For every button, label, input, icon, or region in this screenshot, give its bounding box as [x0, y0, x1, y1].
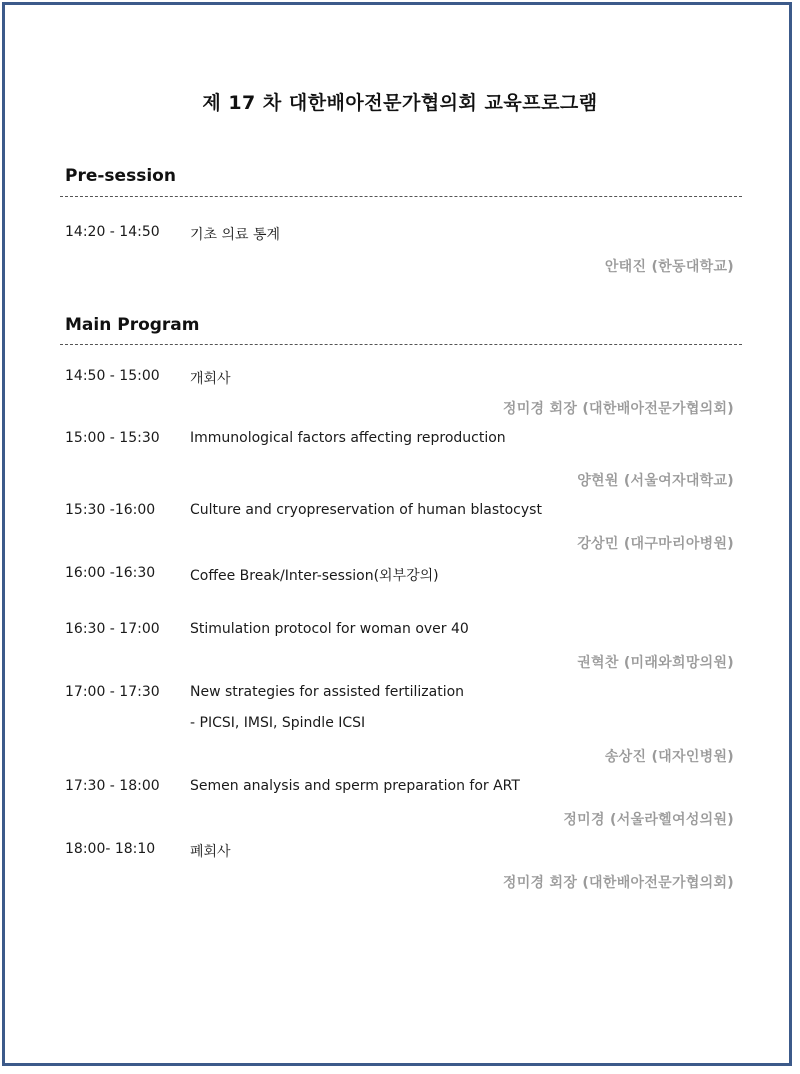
session-subtopic: - PICSI, IMSI, Spindle ICSI	[190, 715, 366, 731]
session-topic: New strategies for assisted fertilization	[190, 684, 465, 700]
session-speaker: 송상진 (대자인병원)	[604, 749, 734, 765]
session-topic: Immunological factors affecting reproduction	[190, 430, 506, 446]
session-speaker: 정미경 (서울라헬여성의원)	[563, 812, 734, 828]
session-time: 18:00- 18:10	[65, 841, 156, 857]
session-topic: Coffee Break/Inter-session(외부강의)	[190, 568, 439, 584]
main-program-divider	[60, 344, 742, 345]
page-title: 제 17 차 대한배아전문가협의회 교육프로그램	[202, 92, 598, 114]
session-topic: Culture and cryopreservation of human blastocyst	[190, 502, 542, 518]
session-topic: 개회사	[190, 371, 231, 387]
session-topic: 폐회사	[190, 844, 231, 860]
session-time: 16:00 -16:30	[65, 565, 156, 581]
session-speaker: 정미경 회장 (대한배아전문가협의회)	[502, 401, 734, 417]
session-time: 17:00 - 17:30	[65, 684, 160, 700]
session-time: 14:20 - 14:50	[65, 224, 160, 240]
main-program-heading: Main Program	[65, 315, 200, 335]
pre-session-heading: Pre-session	[65, 166, 176, 186]
session-topic: Semen analysis and sperm preparation for ART	[190, 778, 520, 794]
session-time: 14:50 - 15:00	[65, 368, 160, 384]
session-speaker: 양현원 (서울여자대학교)	[577, 473, 734, 489]
pre-session-divider	[60, 196, 742, 197]
session-time: 15:30 -16:00	[65, 502, 156, 518]
session-topic: Stimulation protocol for woman over 40	[190, 621, 469, 637]
session-time: 17:30 - 18:00	[65, 778, 160, 794]
session-speaker: 정미경 회장 (대한배아전문가협의회)	[502, 875, 734, 891]
session-time: 15:00 - 15:30	[65, 430, 160, 446]
session-time: 16:30 - 17:00	[65, 621, 160, 637]
session-speaker: 안태진 (한동대학교)	[604, 259, 734, 275]
session-topic: 기초 의료 통계	[190, 227, 281, 243]
session-speaker: 권혁찬 (미래와희망의원)	[577, 655, 734, 671]
session-speaker: 강상민 (대구마리아병원)	[577, 536, 734, 552]
